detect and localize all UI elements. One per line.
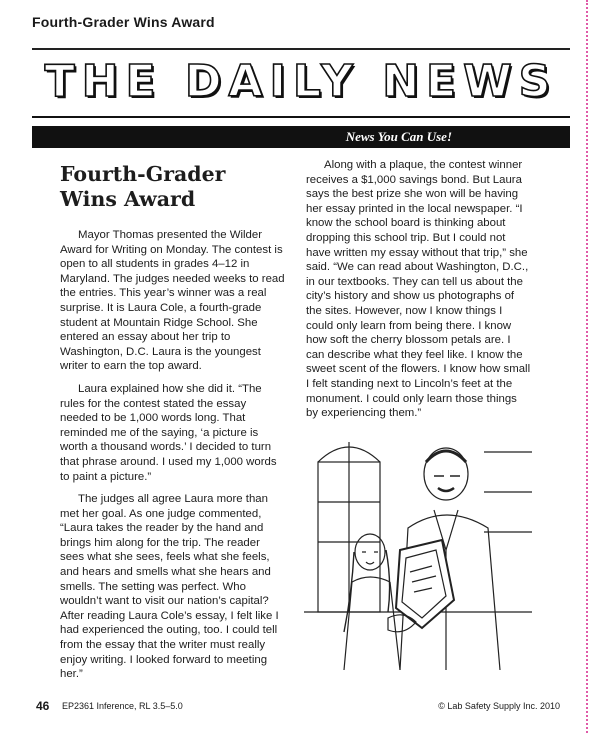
article-headline [60,158,286,212]
page-title: Fourth-Grader Wins Award [32,14,215,30]
headline-line-1: Fourth-Grader [60,162,226,186]
newspaper-masthead: THE DAILY NEWS [44,56,558,107]
girl-dress [344,582,400,670]
headline-line-2: Wins Award [60,187,196,211]
page-number: 46 [36,699,50,713]
product-code: EP2361 Inference, RL 3.5–5.0 [62,701,183,711]
title-divider [32,48,570,50]
perforation-line [586,0,588,733]
tagline: News You Can Use! [345,129,452,144]
article-paragraph: Along with a plaque, the contest winner receives a $1,000 savings bond. But Laura says the best prize she won will be having her essay printed in the local newspaper. “I know the school board is thinking about dropping this school trip. But I could not have written my essay without that trip,” she said. “We can read about Washington, D.C., in our textbooks. They can tell us about the city’s history and show us photographs of the sites. However, now I know things I could only learn from being there. I know how soft the cherry blossom petals are. I can describe what they feel like. I know the sweet scent of the flowers. I know how small I felt standing next to Lincoln’s feet at the monument. I could only learn those things by experiencing them.” [306,159,531,420]
article-paragraph: The judges all agree Laura more than met her goal. As one judge commented, “Laura takes the reader by the hand and brings him along for the trip. The reader sees what she sees, feels what she feels, and hears and smells what she hears and smells. The setting was perfect. Who wouldn’t want to visit our nation’s capital? After reading Laura Cole’s essay, I felt like I had experienced the outing, too. I could tell from the essay that the writer must really enjoy writing. I looked forward to meeting her.” [60,493,279,681]
article-paragraph: Mayor Thomas presented the Wilder Award for Writing on Monday. The contest is open to all students in grades 4–12 in Maryland. The judges needed weeks to read the entries. This year’s winner was a real surprise. It is Laura Cole, a fourth-grade student at Mountain Ridge School. She entered an essay about her trip to Washington, D.C. Laura is the youngest writer to earn the top award. [60,229,285,373]
article-column-right [306,158,532,429]
award-illustration [304,432,532,670]
tagline-bar [32,126,570,148]
copyright-notice: © Lab Safety Supply Inc. 2010 [438,701,560,711]
article-paragraph: Laura explained how she did it. “The rules for the contest stated the essay needed to be 1,000 words long. That reminded me of the saying, ‘a picture is worth a thousand words.’ I decided to turn that phrase around. I used my 1,000 words to paint a picture.” [60,382,277,483]
article-column-left [60,158,286,690]
masthead-rule [32,116,570,118]
